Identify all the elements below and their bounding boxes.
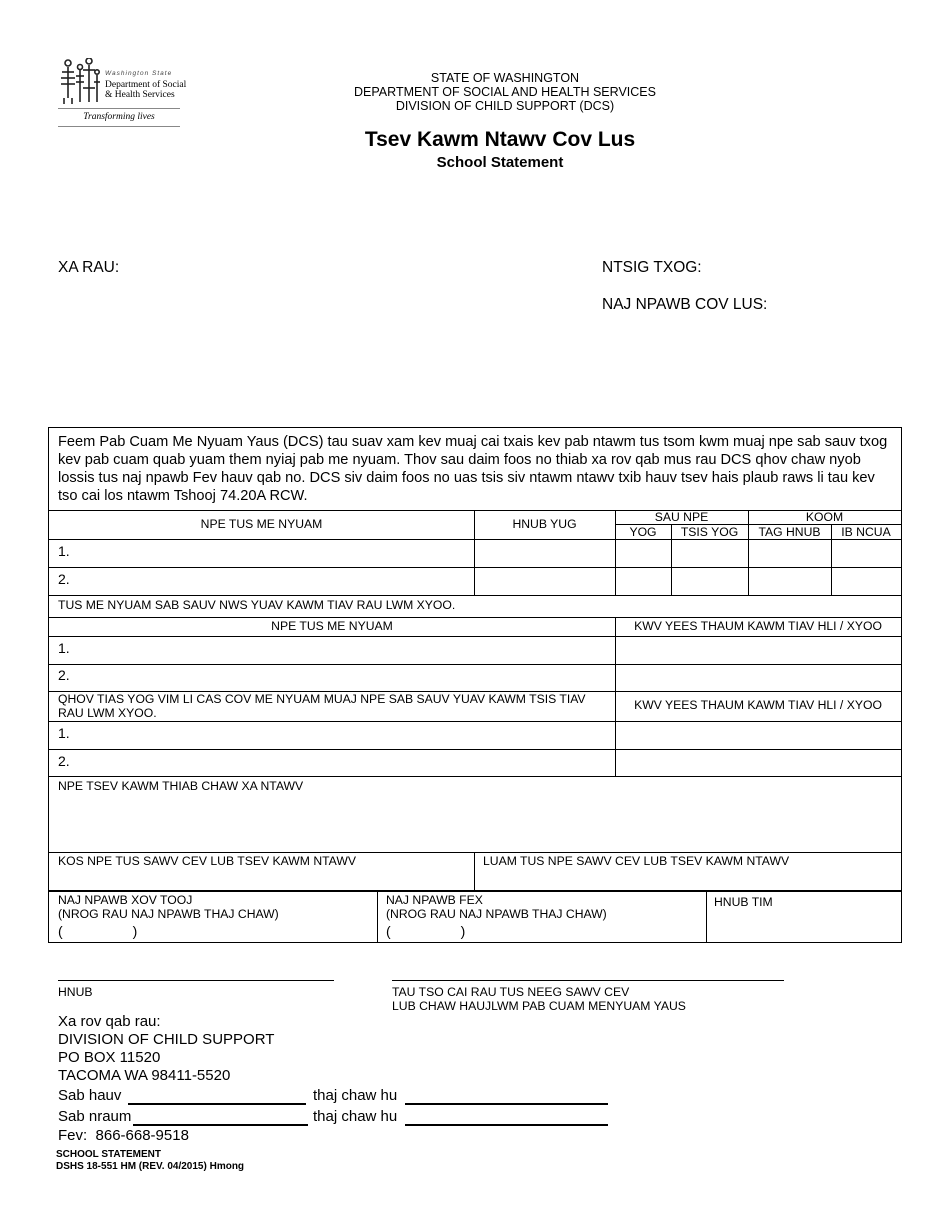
school-name-address-label[interactable]: NPE TSEV KAWM THIAB CHAW XA NTAWV [58,779,304,793]
not-graduating-heading: QHOV TIAS YOG VIM LI CAS COV ME NYUAM MUAJ NPE SAB SAUV YUAV KAWM TSIS TIAV RAU LWM XYOO. [58,692,586,720]
graduating-row-1[interactable]: 1. [58,640,70,656]
signature-date-label: HNUB [58,985,93,999]
date-label: NTSIG TXOG: [602,259,702,276]
not-graduating-row-1[interactable]: 1. [58,725,70,741]
form-subtitle: School Statement [436,154,564,171]
return-line-1: DIVISION OF CHILD SUPPORT [58,1031,275,1048]
signature-caption-1: TAU TSO CAI RAU TUS NEEG SAWV CEV [392,985,630,999]
to-label: XA RAU: [58,259,120,276]
long-distance-line[interactable] [133,1124,308,1126]
fax-number: Fev: 866-668-9518 [58,1127,189,1144]
enrolled-col-name: NPE TUS ME NYUAM [200,517,323,531]
logo-state: Washington State [105,70,173,77]
enrolled-col-part-time: IB NCUA [841,525,891,539]
graduating-row-2[interactable]: 2. [58,667,70,683]
enrolled-col-group-class: KOOM [805,510,844,524]
enrolled-row-1[interactable]: 1. [58,543,70,559]
official-signature-label[interactable]: KOS NPE TUS SAWV CEV LUB TSEV KAWM NTAWV [58,854,356,868]
dshs-logo [58,58,188,130]
logo-dept-line2: & Health Services [105,90,175,100]
agency-line-3: DIVISION OF CHILD SUPPORT (DCS) [395,99,615,113]
local-call-label: Sab hauv [58,1087,122,1104]
logo-divider-bottom [58,126,180,127]
fax-hint: (NROG RAU NAJ NPAWB THAJ CHAW) [386,907,607,921]
enrolled-col-no: TSIS YOG [680,525,739,539]
agency-line-2: DEPARTMENT OF SOCIAL AND HEALTH SERVICES [354,85,656,99]
not-graduating-row-2[interactable]: 2. [58,753,70,769]
signature-caption-2: LUB CHAW HAUJLWM PAB CUAM MENYUAM YAUS [392,999,686,1013]
enrolled-col-birthdate: HNUB YUG [512,517,577,531]
fax-label: NAJ NPAWB FEX [386,893,483,907]
local-area-label: thaj chaw hu [313,1087,398,1104]
phone-area-code[interactable]: ( ) [58,923,138,939]
logo-dept-line1: Department of Social [105,80,187,90]
form-intro-text: Feem Pab Cuam Me Nyuam Yaus (DCS) tau suav xam kev muaj cai txais kev pab ntawm tus tsom kwm muaj npe sab sauv txog kev pab cuam quab yuam them nyiaj pab me nyuam. Thov sau daim foos no thiab xa rov qab mus rau DCS qhov chaw nyob lossis tus naj npawb Fev hauv qab no. DCS siv daim foos no uas tsis siv ntawm ntawv txib hauv tsev hais plaub raws li tau kev tso cai los ntawm Tshooj 74.20A RCW. [58,434,888,504]
local-call-line[interactable] [128,1103,306,1105]
return-line-3: TACOMA WA 98411-5520 [58,1067,231,1084]
long-distance-label: Sab nraum [58,1108,132,1125]
graduating-heading: TUS ME NYUAM SAB SAUV NWS YUAV KAWM TIAV RAU LWM XYOO. [58,598,456,612]
phone-hint: (NROG RAU NAJ NPAWB THAJ CHAW) [58,907,279,921]
not-graduating-col-date: KWV YEES THAUM KAWM TIAV HLI / XYOO [634,698,882,712]
phone-label: NAJ NPAWB XOV TOOJ [58,893,193,907]
footer-form-name: SCHOOL STATEMENT [56,1149,161,1160]
footer-form-number: DSHS 18-551 HM (REV. 04/2015) Hmong [56,1161,245,1172]
return-line-2: PO BOX 11520 [58,1049,161,1066]
agency-line-1: STATE OF WASHINGTON [430,71,580,85]
logo-divider [58,108,180,109]
long-distance-area-label: thaj chaw hu [313,1108,398,1125]
local-area-line[interactable] [405,1103,608,1105]
enrolled-col-full-time: TAG HNUB [758,525,821,539]
school-date-label[interactable]: HNUB TIM [714,895,773,909]
enrolled-col-group-enrolled: SAU NPE [654,510,709,524]
logo-tagline: Transforming lives [83,112,155,122]
date-signature-line[interactable] [58,980,334,981]
case-number-label: NAJ NPAWB COV LUS: [602,296,768,313]
form-title: Tsev Kawm Ntawv Cov Lus [364,128,636,151]
official-printed-name-label[interactable]: LUAM TUS NPE SAWV CEV LUB TSEV KAWM NTAWV [483,854,790,868]
graduating-col-name: NPE TUS ME NYUAM [271,619,393,633]
authorized-signature-line[interactable] [392,980,784,981]
long-distance-area-line[interactable] [405,1124,608,1126]
return-intro: Xa rov qab rau: [58,1013,161,1030]
graduating-col-date: KWV YEES THAUM KAWM TIAV HLI / XYOO [634,619,882,633]
fax-area-code[interactable]: ( ) [386,923,466,939]
enrolled-row-2[interactable]: 2. [58,571,70,587]
enrolled-col-yes: YOG [629,525,657,539]
